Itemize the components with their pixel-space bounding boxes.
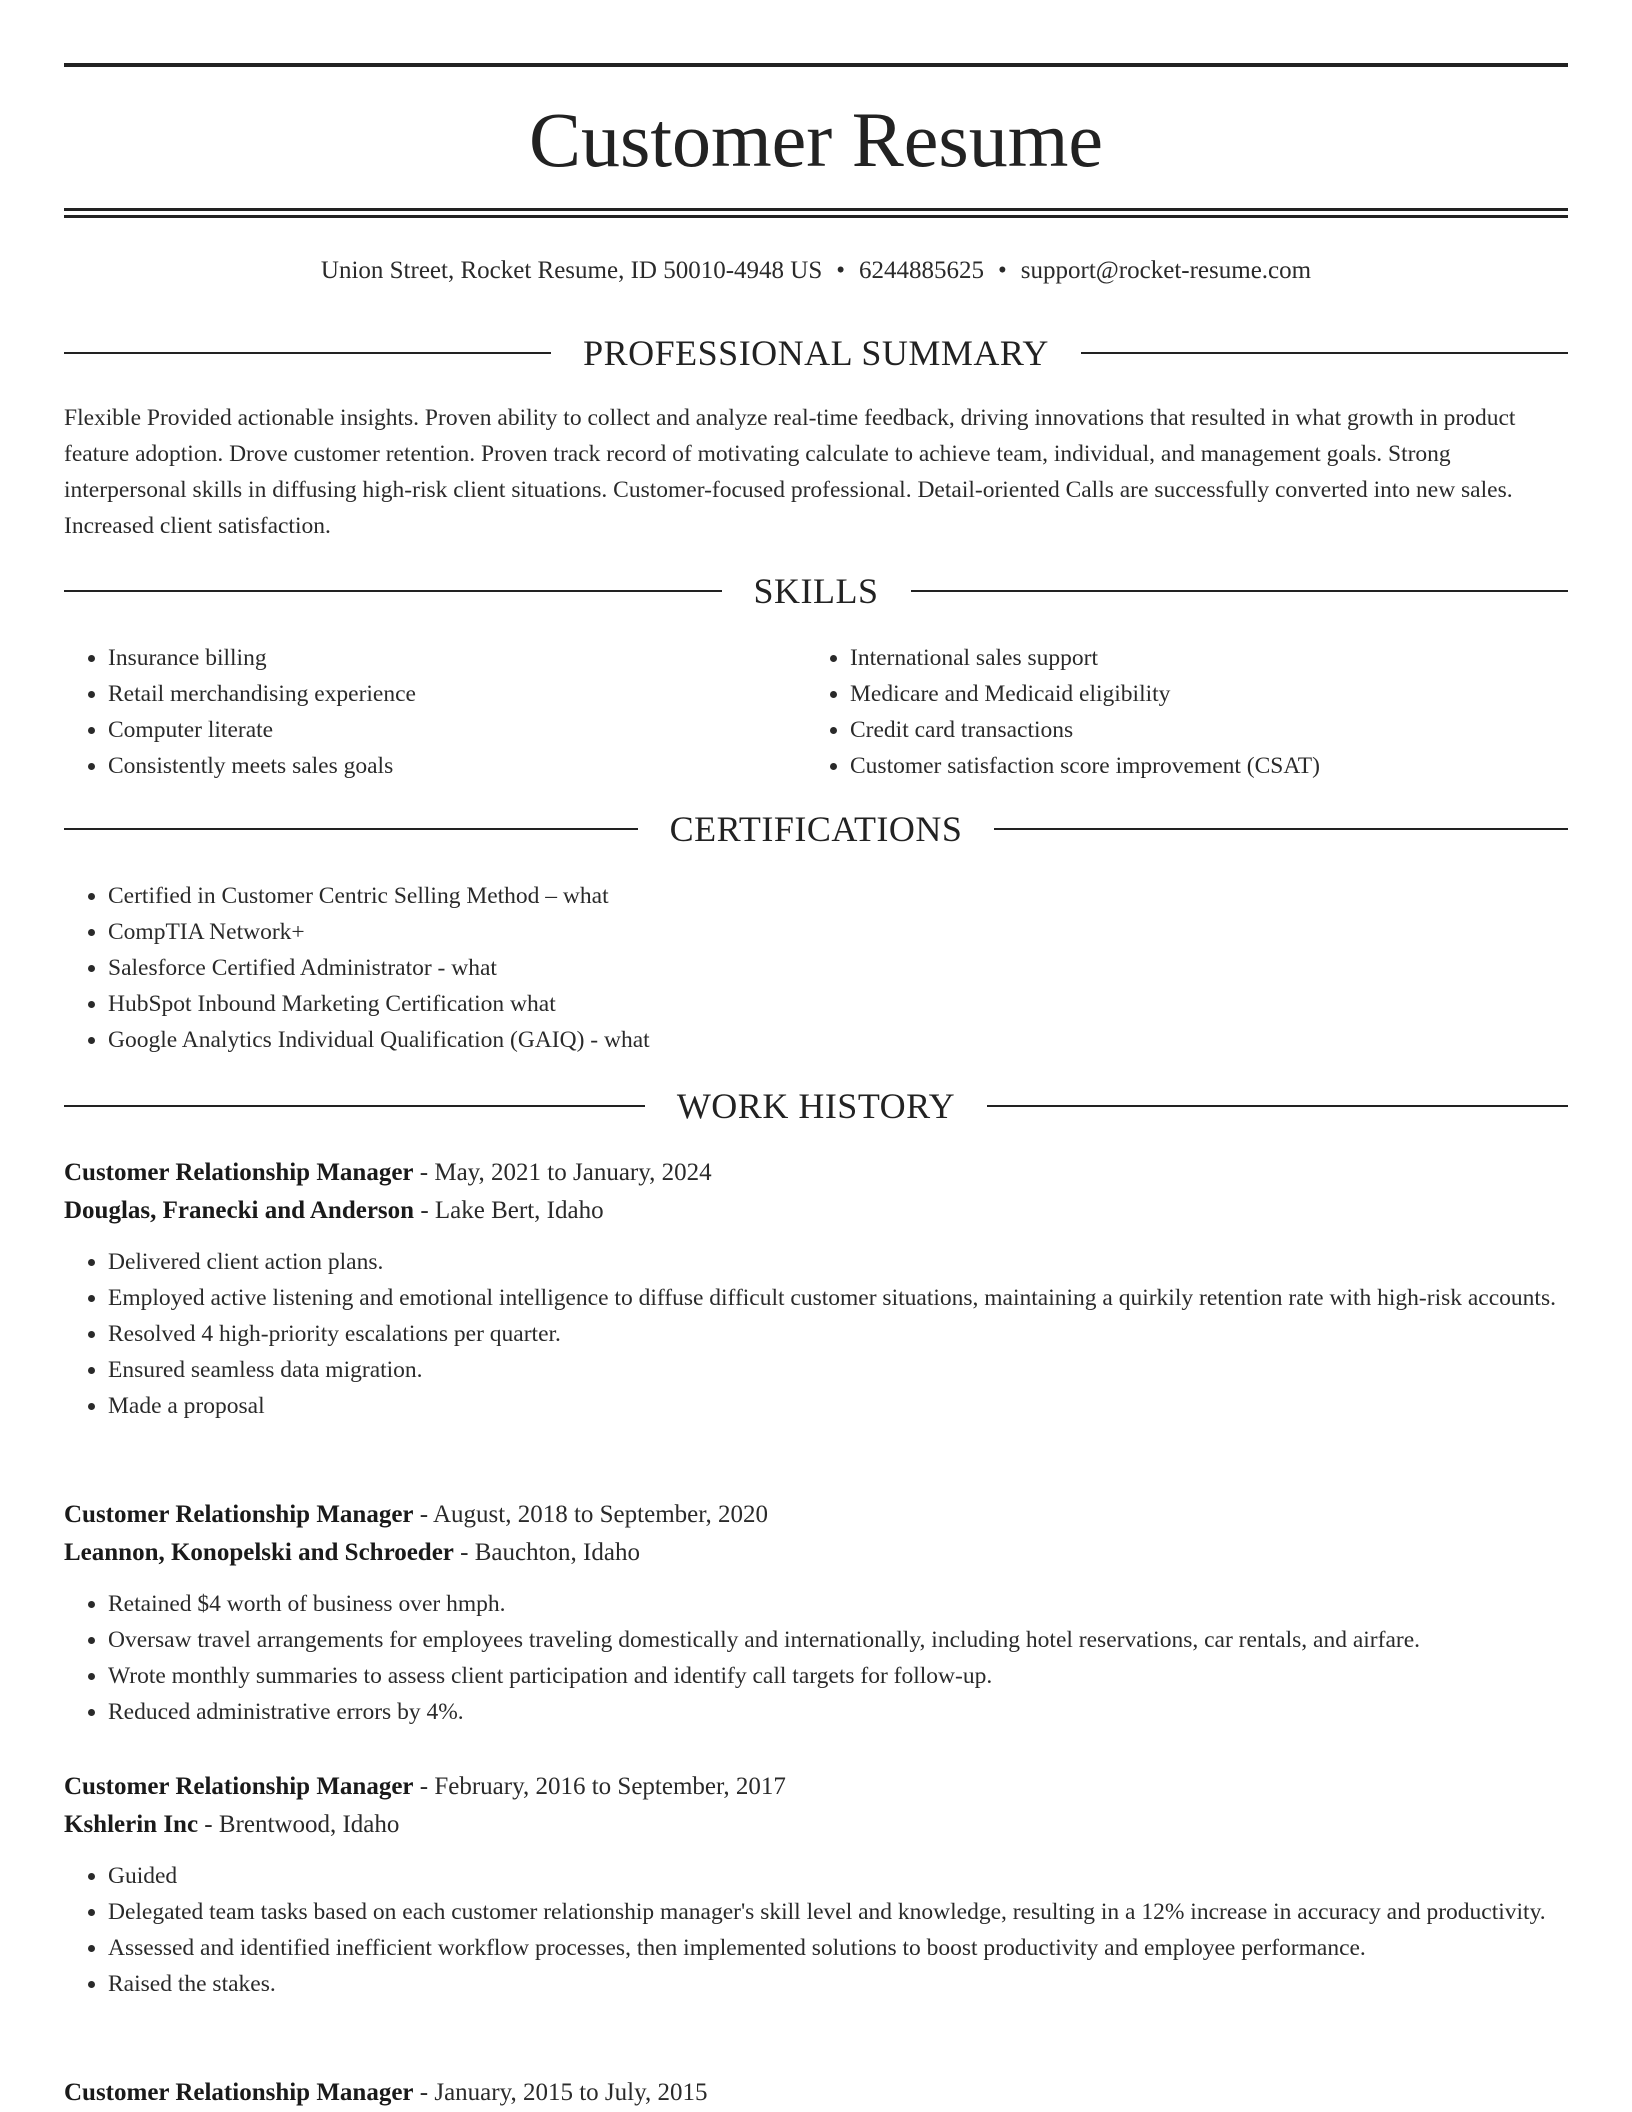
job-bullet: • Assessed and identified inefficient workflow processes, then implemented solutions to boost productivity and employee performance. [108, 1930, 1568, 1966]
job-dates: - February, 2016 to September, 2017 [413, 1773, 786, 1800]
job-bullet: • Raised the stakes. [108, 1966, 1568, 2002]
certifications-heading-title: CERTIFICATIONS [669, 809, 963, 849]
heading-rule [994, 828, 1568, 830]
certification-item: • Certified in Customer Centric Selling Method – what [108, 878, 1568, 914]
contact-separator: • [998, 257, 1007, 284]
job-dates: - August, 2018 to September, 2020 [413, 1501, 769, 1528]
name-double-rule [64, 208, 1568, 218]
summary-heading-title: PROFESSIONAL SUMMARY [583, 333, 1049, 373]
job-bullet: • Made a proposal [108, 1388, 1568, 1424]
job-company-line [64, 1534, 1568, 1572]
job-bullet: • Ensured seamless data migration. [108, 1352, 1568, 1388]
job-company: Kshlerin Inc [64, 1811, 199, 1838]
resume-name: Customer Resume [528, 96, 1104, 183]
skill-item: • Computer literate [108, 712, 804, 748]
job-role-line [64, 1154, 1568, 1192]
job-bullet: • Oversaw travel arrangements for employees traveling domestically and internationally, including hotel reservations, car rentals, and airfare. [108, 1622, 1568, 1658]
job-location: - Brentwood, Idaho [198, 1811, 400, 1838]
top-rule [64, 63, 1568, 67]
skills-heading [64, 569, 1568, 613]
heading-rule [64, 1105, 645, 1107]
job-title: Customer Relationship Manager [64, 1501, 414, 1528]
summary-heading [64, 331, 1568, 375]
skill-item: • Insurance billing [108, 640, 804, 676]
job-role-line [64, 1496, 1568, 1534]
certification-item: • Salesforce Certified Administrator - what [108, 950, 1568, 986]
certification-item: • HubSpot Inbound Marketing Certification what [108, 986, 1568, 1022]
job-bullet: • Delivered client action plans. [108, 1244, 1568, 1280]
job-location: - Lake Bert, Idaho [414, 1197, 604, 1224]
job-title: Customer Relationship Manager [64, 2079, 414, 2106]
job-bullet: • Resolved 4 high-priority escalations per quarter. [108, 1316, 1568, 1352]
skill-item: • Retail merchandising experience [108, 676, 804, 712]
skill-item: • International sales support [850, 640, 1546, 676]
certifications-list [64, 878, 1568, 1058]
job-bullets [64, 1586, 1568, 1730]
work-history-heading-title: WORK HISTORY [676, 1086, 956, 1126]
heading-rule [1081, 352, 1568, 354]
job-bullet: • Employed active listening and emotional intelligence to diffuse difficult customer situations, maintaining a quirkily retention rate with high-risk accounts. [108, 1280, 1568, 1316]
skills-right-column [806, 640, 1546, 784]
certification-item: • CompTIA Network+ [108, 914, 1568, 950]
job-bullets [64, 1858, 1568, 2002]
job-location: - Bauchton, Idaho [453, 1539, 640, 1566]
summary-text: Flexible Provided actionable insights. Proven ability to collect and analyze real-time feedback, driving innovations that resulted in what growth in product feature adoption. Drove customer retention. Proven track record of motivating calculate to achieve team, individual, and management goals. Strong interpersonal skills in diffusing high-risk client situations. Customer-focused professional. Detail-oriented Calls are successfully converted into new sales. Increased client satisfaction. [64, 405, 1516, 539]
skill-item: • Credit card transactions [850, 712, 1546, 748]
job-bullet: • Wrote monthly summaries to assess client participation and identify call targets for follow-up. [108, 1658, 1568, 1694]
job-company-line [64, 1192, 1568, 1230]
heading-rule [987, 1105, 1568, 1107]
job-entry [64, 1496, 1568, 1730]
skills-heading-title: SKILLS [753, 571, 879, 611]
skill-item: • Medicare and Medicaid eligibility [850, 676, 1546, 712]
contact-phone: 6244885625 [859, 257, 985, 284]
skill-item: • Consistently meets sales goals [108, 748, 804, 784]
heading-rule [64, 590, 722, 592]
job-company: Douglas, Franecki and Anderson [64, 1197, 415, 1224]
contact-address: Union Street, Rocket Resume, ID 50010-4948 US [320, 257, 823, 284]
heading-rule [64, 828, 638, 830]
job-company: Leannon, Konopelski and Schroeder [64, 1539, 454, 1566]
certifications-heading [64, 807, 1568, 851]
job-role-line [64, 1768, 1568, 1806]
job-entry [64, 2074, 1568, 2112]
contact-email: support@rocket-resume.com [1020, 257, 1312, 284]
job-bullet: • Retained $4 worth of business over hmph. [108, 1586, 1568, 1622]
contact-line [64, 254, 1568, 288]
work-history-heading [64, 1084, 1568, 1128]
job-company-line [64, 1806, 1568, 1844]
contact-separator: • [836, 257, 846, 284]
job-bullet: • Reduced administrative errors by 4%. [108, 1694, 1568, 1730]
job-entry [64, 1154, 1568, 1424]
job-title: Customer Relationship Manager [64, 1159, 414, 1186]
job-bullets [64, 1244, 1568, 1424]
job-dates: - January, 2015 to July, 2015 [413, 2079, 708, 2106]
heading-rule [911, 590, 1569, 592]
heading-rule [64, 352, 551, 354]
job-bullet: • Delegated team tasks based on each customer relationship manager's skill level and knowledge, resulting in a 12% increase in accuracy and productivity. [108, 1894, 1568, 1930]
skills-left-column [64, 640, 804, 784]
skill-item: • Customer satisfaction score improvement (CSAT) [850, 748, 1546, 784]
job-bullet: • Guided [108, 1858, 1568, 1894]
job-role-line [64, 2074, 1568, 2112]
job-entry [64, 1768, 1568, 2002]
certification-item: • Google Analytics Individual Qualification (GAIQ) - what [108, 1022, 1568, 1058]
job-dates: - May, 2021 to January, 2024 [413, 1159, 712, 1186]
job-title: Customer Relationship Manager [64, 1773, 414, 1800]
